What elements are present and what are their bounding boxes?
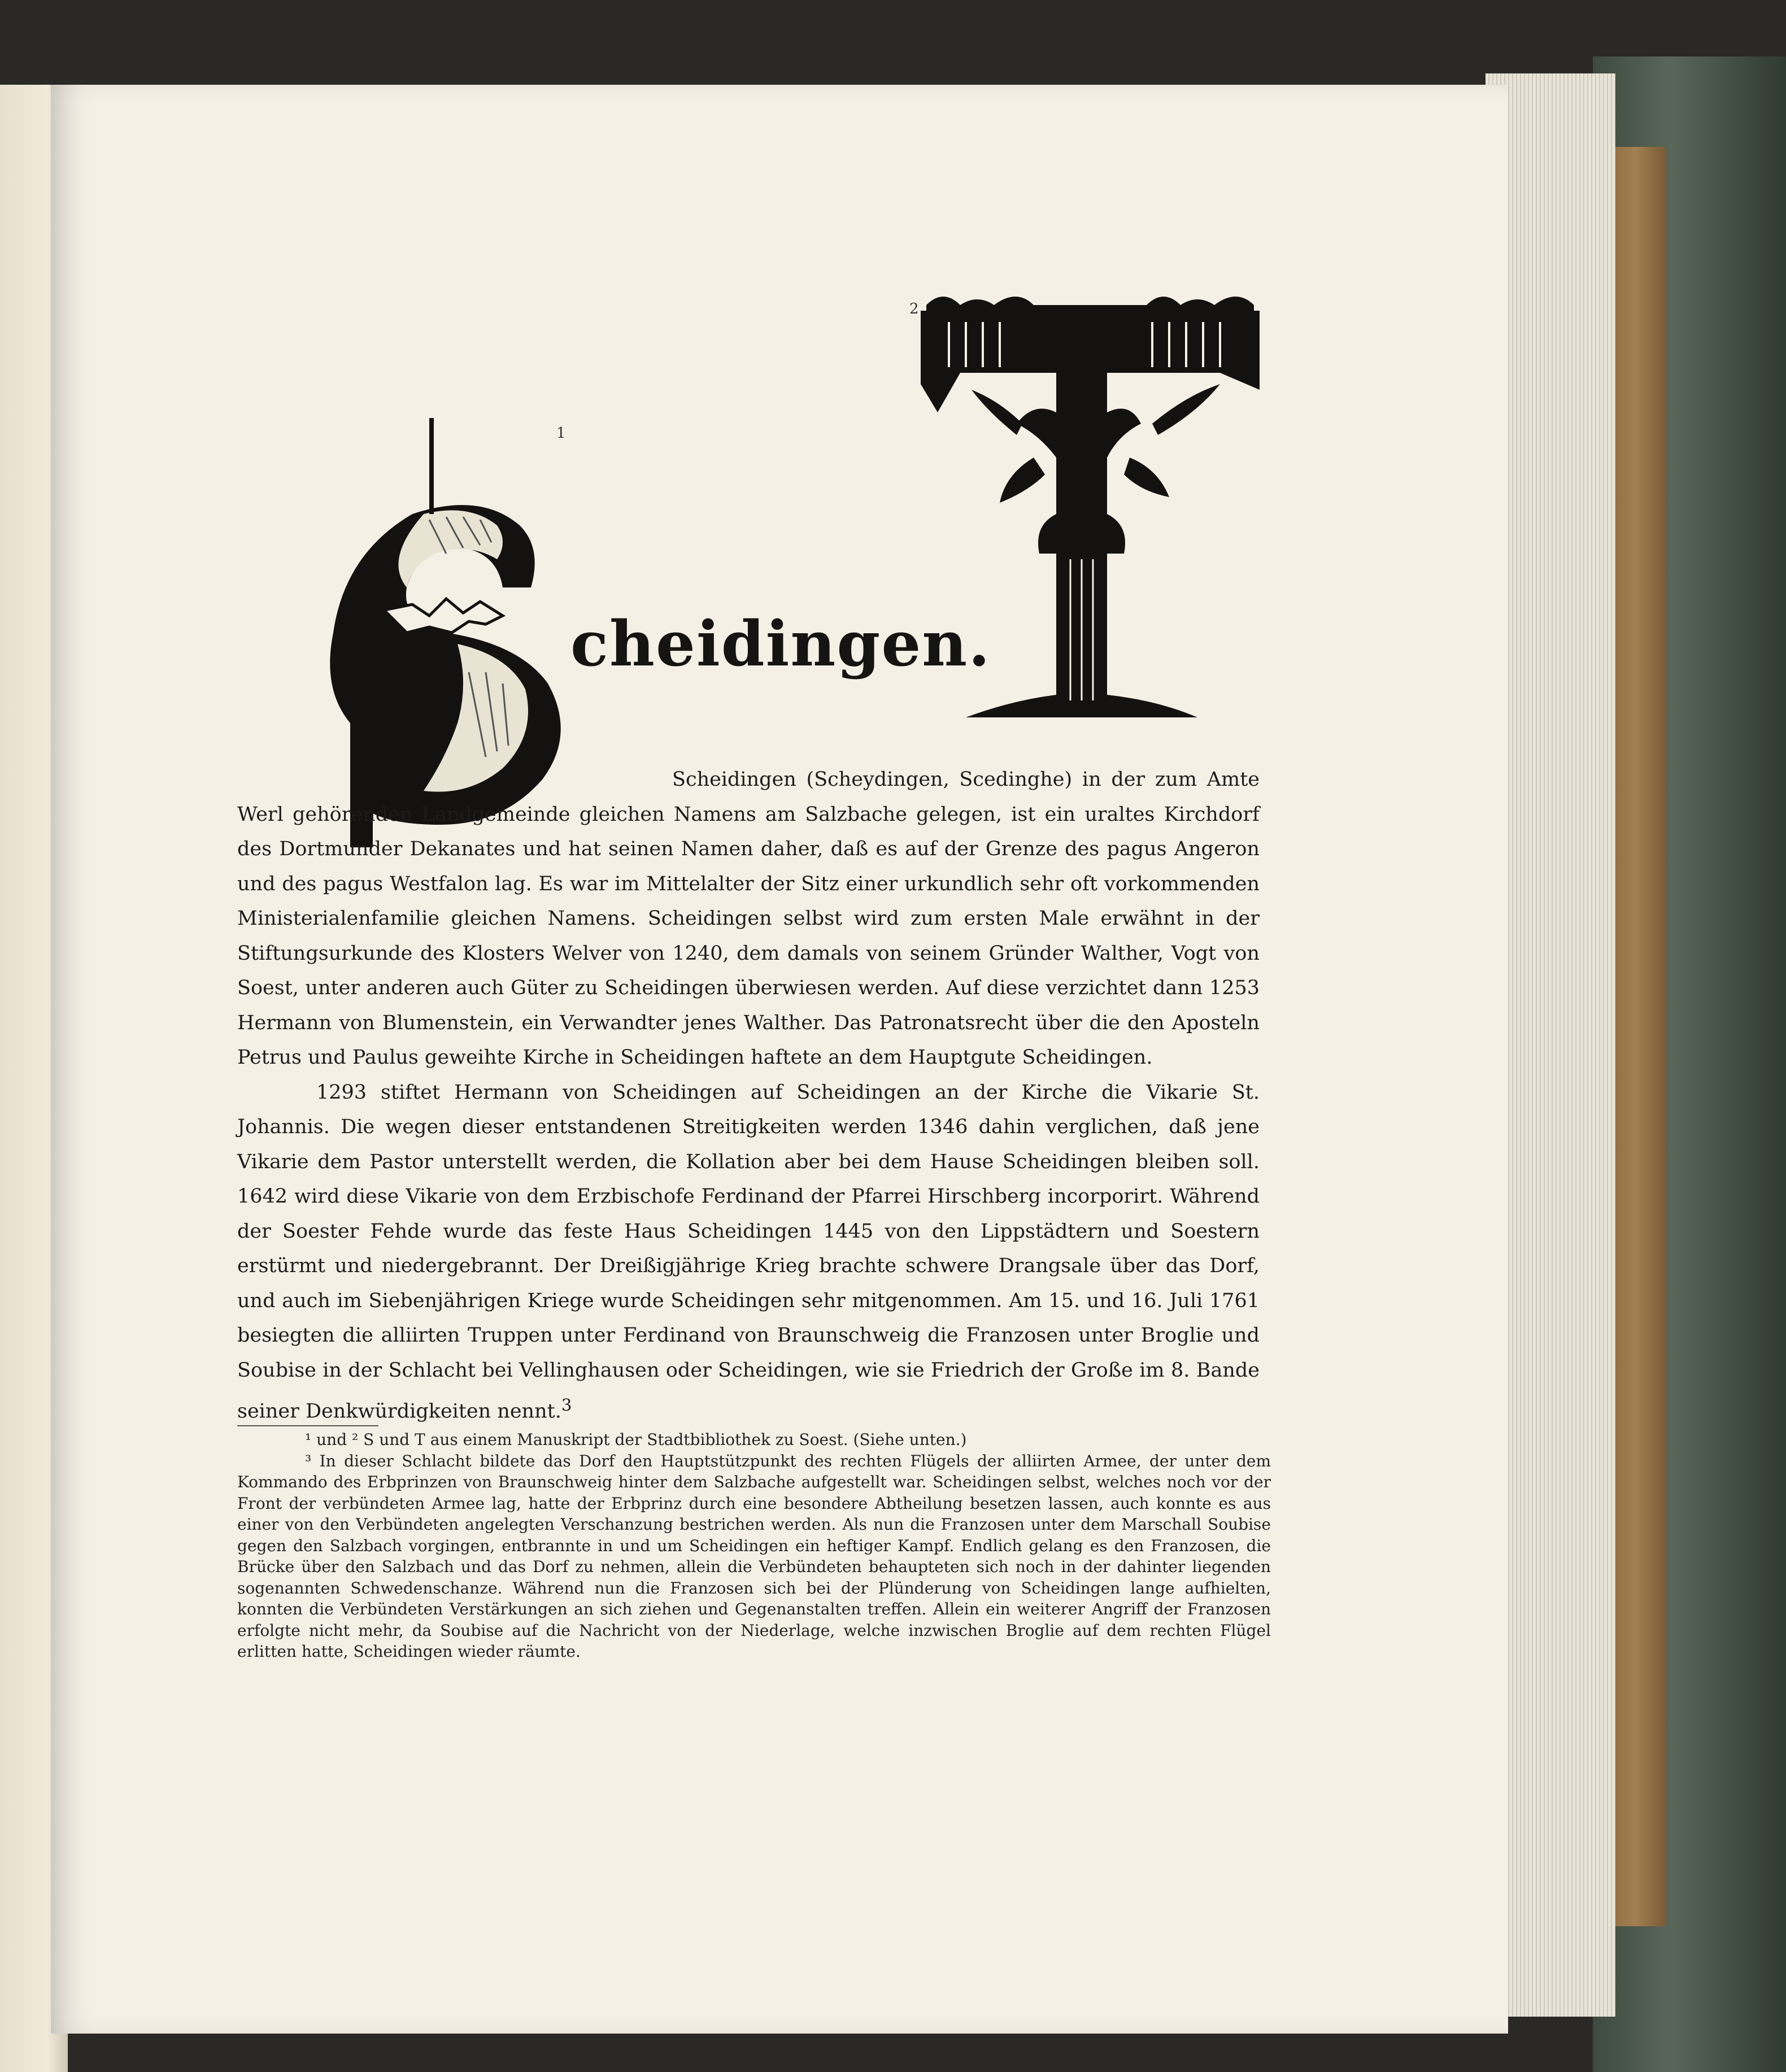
paragraph-2-text: 1293 stiftet Hermann von Scheidingen auf Scheidingen an der Kirche die Vikarie St. Johannis. Die wegen dieser entstandenen Streitigkeiten werden 1346 dahin verglichen, daß jene Vikarie dem Pastor unterstellt werden, die Kollation aber bei dem Hause Scheidingen bleiben soll. 1642 wird diese Vikarie von dem Erzbischofe Ferdinand der Pfarrei Hirschberg incorporirt. Während der Soester Fehde wurde das feste Haus Scheidingen 1445 von den Lippstädtern und Soestern erstürmt und niedergebrannt. Der Dreißigjährige Krieg brachte schwere Drangsale über das Dorf, und auch im Siebenjährigen Kriege wurde Scheidingen sehr mitgenommen. Am 15. und 16. Juli 1761 besiegten die alliirten Truppen unter Ferdinand von Braunschweig die Franzosen unter Broglie und Soubise in der Schlacht bei Vellinghausen oder Scheidingen, wie sie Friedrich der Große im 8. Bande seiner Denkwürdigkeiten nennt. xyxy=(237,1081,1260,1423)
footnote-3: ³ In dieser Schlacht bildete das Dorf den Hauptstützpunkt des rechten Flügels der alliirten Armee, der unter dem Kommando des Erbprinzen von Braunschweig hinter dem Salzbache aufgestellt war. Scheidingen selbst, welches noch vor der Front der verbündeten Armee lag, hatte der Erbprinz durch eine besondere Abtheilung besetzen lassen, auch konnte es aus einer von den Verbündeten angelegten Verschanzung bestrichen werden. Als nun die Franzosen unter dem Marschall Soubise gegen den Salzbach vorgingen, entbrannte in und um Scheidingen ein heftiger Kampf. Endlich gelang es den Franzosen, die Brücke über den Salzbach und das Dorf zu nehmen, allein die Verbündeten behaupteten sich noch in der dahinter liegenden sogenannten Schwedenschanze. Während nun die Franzosen sich bei der Plünderung von Scheidingen lange aufhielten, konnten die Verbündeten Verstärkungen an sich ziehen und Gegenanstalten treffen. Allein ein weiterer Angriff der Franzosen erfolgte nicht mehr, da Soubise auf die Nachricht von der Niederlage, welche inzwischen Broglie auf dem rechten Flügel erlitten hatte, Scheidingen wieder räumte. xyxy=(237,1451,1271,1661)
body-text xyxy=(237,763,1260,1429)
initial-t-marker: 2 xyxy=(909,301,919,317)
paragraph-2 xyxy=(237,1076,1260,1430)
initial-s-marker: 1 xyxy=(556,425,566,442)
footnote-ref-3: 3 xyxy=(561,1395,572,1414)
footnote-rule xyxy=(237,1425,378,1426)
footnote-1-2: ¹ und ² S und T aus einem Manuskript der Stadtbibliothek zu Soest. (Siehe unten.) xyxy=(305,1430,967,1449)
paragraph-1: Scheidingen (Scheydingen, Scedinghe) in der zum Amte Werl gehörenden Landgemeinde gleichen Namens am Salzbache gelegen, ist ein uraltes Kirchdorf des Dortmunder Dekanates und hat seinen Namen daher, daß es auf der Grenze des pagus Angeron und des pagus Westfalon lag. Es war im Mittelalter der Sitz einer urkundlich sehr oft vorkommenden Ministerialenfamilie gleichen Namens. Scheidingen selbst wird zum ersten Male erwähnt in der Stiftungsurkunde des Klosters Welver von 1240, dem damals von seinem Gründer Walther, Vogt von Soest, unter anderen auch Güter zu Scheidingen überwiesen werden. Auf diese verzichtet dann 1253 Hermann von Blumenstein, ein Verwandter jenes Walther. Das Patronatsrecht über die den Aposteln Petrus und Paulus geweihte Kirche in Scheidingen haftete an dem Hauptgute Scheidingen. xyxy=(237,768,1260,1069)
page-title: cheidingen. xyxy=(570,607,991,680)
illuminated-initial-t xyxy=(904,288,1277,729)
footnotes xyxy=(237,1429,1271,1662)
